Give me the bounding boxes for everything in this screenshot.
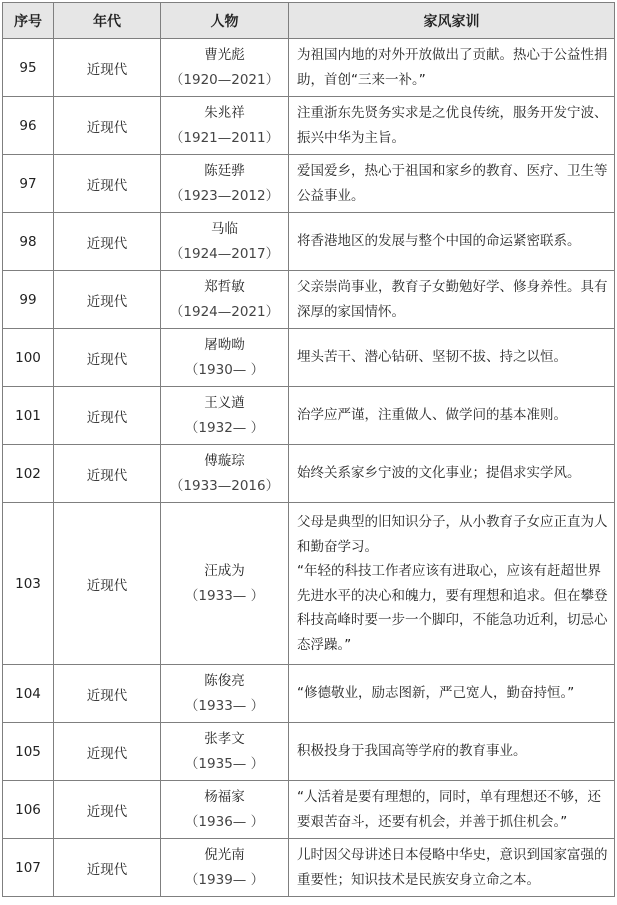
row-no: 105 (3, 723, 54, 781)
person-years: （1923—2012） (169, 187, 280, 204)
row-era: 近现代 (54, 97, 161, 155)
family-tradition-table (2, 2, 615, 897)
table-row (3, 155, 615, 213)
row-motto: 将香港地区的发展与整个中国的命运紧密联系。 (289, 213, 615, 271)
row-era: 近现代 (54, 723, 161, 781)
row-motto: 埋头苦干、潜心钻研、坚韧不拔、持之以恒。 (289, 329, 615, 387)
row-no: 100 (3, 329, 54, 387)
row-person (161, 445, 289, 503)
table-row (3, 329, 615, 387)
table-row (3, 723, 615, 781)
row-era: 近现代 (54, 503, 161, 665)
person-name: 曹光彪 (204, 46, 245, 63)
row-no: 103 (3, 503, 54, 665)
row-era: 近现代 (54, 781, 161, 839)
person-name: 王义遒 (204, 394, 245, 411)
row-motto (289, 503, 615, 665)
row-person (161, 271, 289, 329)
row-era: 近现代 (54, 155, 161, 213)
person-name: 傅璇琮 (204, 452, 245, 469)
motto-paragraph: 父母是典型的旧知识分子，从小教育子女应正直为人和勤奋学习。 (297, 514, 608, 555)
header-motto: 家风家训 (289, 3, 615, 39)
row-no: 104 (3, 665, 54, 723)
row-no: 95 (3, 39, 54, 97)
row-era: 近现代 (54, 213, 161, 271)
row-motto: “人活着是要有理想的，同时，单有理想还不够，还要艰苦奋斗，还要有机会，并善于抓住机会。” (289, 781, 615, 839)
row-person (161, 39, 289, 97)
person-name: 郑哲敏 (204, 278, 245, 295)
row-era: 近现代 (54, 839, 161, 897)
person-name: 马临 (211, 220, 238, 237)
row-person (161, 503, 289, 665)
row-motto: 儿时因父母讲述日本侵略中华史，意识到国家富强的重要性；知识技术是民族安身立命之本。 (289, 839, 615, 897)
row-motto: 为祖国内地的对外开放做出了贡献。热心于公益性捐助，首创“三来一补。” (289, 39, 615, 97)
header-era: 年代 (54, 3, 161, 39)
person-years: （1932— ） (184, 419, 265, 436)
row-person (161, 723, 289, 781)
person-name: 倪光南 (204, 846, 245, 863)
row-era: 近现代 (54, 329, 161, 387)
person-name: 汪成为 (204, 562, 245, 579)
person-years: （1921—2011） (169, 129, 280, 146)
table-row (3, 387, 615, 445)
row-motto: 治学应严谨，注重做人、做学问的基本准则。 (289, 387, 615, 445)
person-years: （1936— ） (184, 813, 265, 830)
person-name: 杨福家 (204, 788, 245, 805)
person-years: （1939— ） (184, 871, 265, 888)
row-person (161, 839, 289, 897)
person-years: （1920—2021） (169, 71, 280, 88)
row-person (161, 155, 289, 213)
row-motto: 注重浙东先贤务实求是之优良传统，服务开发宁波、振兴中华为主旨。 (289, 97, 615, 155)
person-name: 屠呦呦 (204, 336, 245, 353)
person-years: （1924—2017） (169, 245, 280, 262)
table-row (3, 97, 615, 155)
row-no: 99 (3, 271, 54, 329)
row-person (161, 387, 289, 445)
person-name: 陈俊亮 (204, 672, 245, 689)
table-row (3, 503, 615, 665)
row-person (161, 213, 289, 271)
motto-quote: “年轻的科技工作者应该有进取心，应该有赶超世界先进水平的决心和魄力，要有理想和追求。但在攀登科技高峰时要一步一个脚印，不能急功近利，切忌心态浮躁。” (297, 563, 608, 653)
row-person (161, 781, 289, 839)
person-years: （1933— ） (184, 697, 265, 714)
row-no: 96 (3, 97, 54, 155)
person-name: 朱兆祥 (204, 104, 245, 121)
person-years: （1924—2021） (169, 303, 280, 320)
row-motto: 爱国爱乡，热心于祖国和家乡的教育、医疗、卫生等公益事业。 (289, 155, 615, 213)
row-era: 近现代 (54, 445, 161, 503)
person-years: （1930— ） (184, 361, 265, 378)
row-era: 近现代 (54, 39, 161, 97)
row-person (161, 665, 289, 723)
row-no: 102 (3, 445, 54, 503)
row-era: 近现代 (54, 387, 161, 445)
row-motto: “修德敬业，励志图新，严己宽人，勤奋持恒。” (289, 665, 615, 723)
person-name: 张孝文 (204, 730, 245, 747)
row-motto: 始终关系家乡宁波的文化事业；提倡求实学风。 (289, 445, 615, 503)
row-no: 97 (3, 155, 54, 213)
person-name: 陈廷骅 (204, 162, 245, 179)
table-row (3, 271, 615, 329)
person-years: （1933—2016） (169, 477, 280, 494)
table-row (3, 445, 615, 503)
person-years: （1935— ） (184, 755, 265, 772)
row-era: 近现代 (54, 271, 161, 329)
table-row (3, 213, 615, 271)
row-motto: 父亲崇尚事业，教育子女勤勉好学、修身养性。具有深厚的家国情怀。 (289, 271, 615, 329)
row-no: 98 (3, 213, 54, 271)
header-no: 序号 (3, 3, 54, 39)
table-row (3, 839, 615, 897)
header-person: 人物 (161, 3, 289, 39)
row-era: 近现代 (54, 665, 161, 723)
page (2, 2, 615, 897)
table-row (3, 39, 615, 97)
person-years: （1933— ） (184, 587, 265, 604)
header-row (3, 3, 615, 39)
row-no: 107 (3, 839, 54, 897)
row-motto: 积极投身于我国高等学府的教育事业。 (289, 723, 615, 781)
table-row (3, 781, 615, 839)
row-person (161, 97, 289, 155)
table-row (3, 665, 615, 723)
row-person (161, 329, 289, 387)
row-no: 106 (3, 781, 54, 839)
row-no: 101 (3, 387, 54, 445)
